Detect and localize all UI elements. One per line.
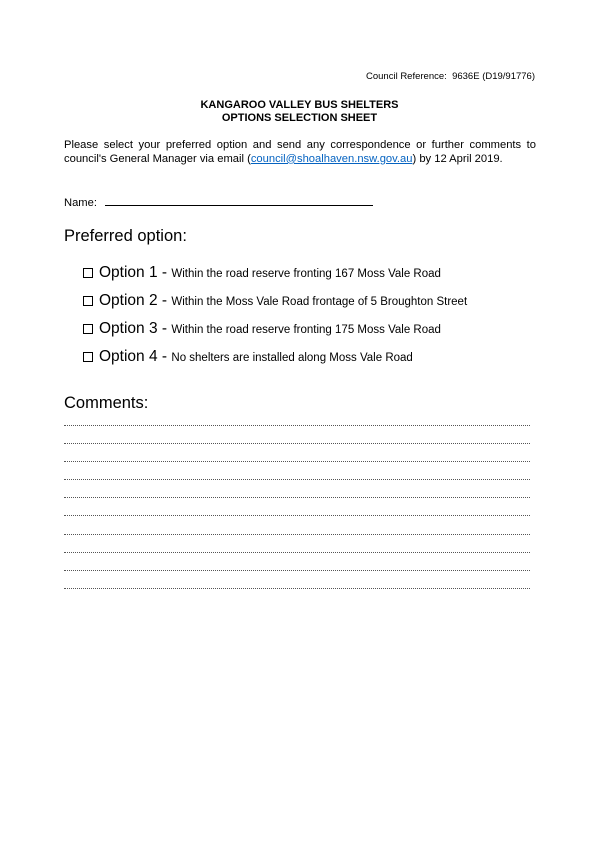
comment-line-9[interactable] [64, 570, 530, 571]
document-subtitle: OPTIONS SELECTION SHEET [221, 112, 378, 124]
council-reference-value: 9636E (D19/91776) [452, 71, 535, 82]
document-title: KANGAROO VALLEY BUS SHELTERS [200, 99, 399, 111]
option-3-description: Within the road reserve fronting 175 Moss Vale Road [171, 324, 441, 336]
comment-line-8[interactable] [64, 552, 530, 553]
option-2-checkbox[interactable] [83, 296, 93, 306]
option-1-checkbox[interactable] [83, 268, 93, 278]
comment-line-3[interactable] [64, 461, 530, 462]
intro-text-after: ) by 12 April 2019. [412, 152, 503, 165]
option-3-separator: - [157, 320, 172, 337]
option-1-separator: - [157, 264, 172, 281]
intro-paragraph [64, 139, 536, 167]
option-4 [83, 348, 413, 366]
option-4-label: Option 4 [99, 348, 158, 365]
option-3-checkbox[interactable] [83, 324, 93, 334]
name-label: Name: [64, 197, 97, 209]
comment-line-5[interactable] [64, 497, 530, 498]
comment-line-2[interactable] [64, 443, 530, 444]
option-1 [83, 264, 441, 282]
option-2 [83, 292, 467, 310]
option-1-description: Within the road reserve fronting 167 Moss Vale Road [171, 268, 441, 280]
option-2-description: Within the Moss Vale Road frontage of 5 Broughton Street [171, 296, 468, 308]
name-field-row [64, 194, 373, 209]
option-2-label: Option 2 [99, 292, 158, 309]
option-4-checkbox[interactable] [83, 352, 93, 362]
name-field[interactable] [105, 194, 373, 206]
intro-text-before: Please select your preferred option and send any correspondence or further comments to council's General Manager via email ( [64, 139, 536, 165]
option-4-description: No shelters are installed along Moss Vale Road [171, 352, 413, 364]
comment-line-7[interactable] [64, 534, 530, 535]
comment-line-10[interactable] [64, 588, 530, 589]
email-link[interactable]: council@shoalhaven.nsw.gov.au [250, 152, 413, 165]
preferred-option-heading: Preferred option: [64, 227, 187, 245]
option-3 [83, 320, 441, 338]
comments-heading: Comments: [64, 394, 149, 412]
option-1-label: Option 1 [99, 264, 158, 281]
comment-line-6[interactable] [64, 515, 530, 516]
option-3-label: Option 3 [99, 320, 158, 337]
option-4-separator: - [157, 348, 172, 365]
council-reference-label: Council Reference: [366, 71, 447, 82]
comment-line-4[interactable] [64, 479, 530, 480]
option-2-separator: - [157, 292, 172, 309]
comment-line-1[interactable] [64, 425, 530, 426]
council-reference [366, 71, 535, 82]
